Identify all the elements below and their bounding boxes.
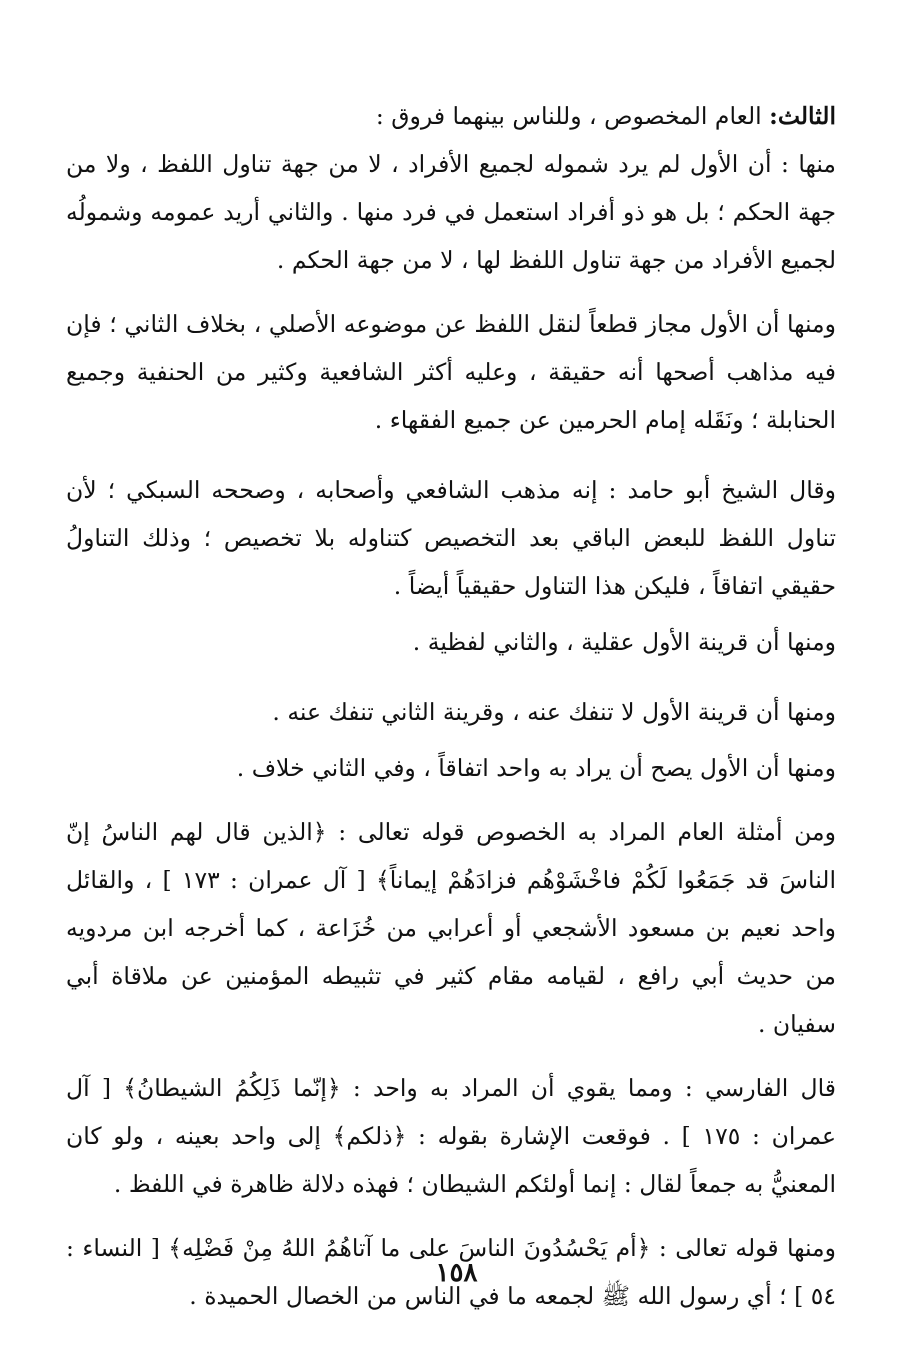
section-heading-lead: الثالث: [769, 102, 836, 130]
page-body [66, 92, 836, 1320]
page-number: ١٥٨ [435, 1258, 478, 1288]
paragraph-1: منها : أن الأول لم يرد شموله لجميع الأفراد ، لا من جهة تناول اللفظ ، ولا من جهة الحكم ؛ بل هو ذو أفراد استعمل في فرد منها . والثاني أريد عمومه وشمولُه لجميع الأفراد من جهة تناول اللفظ لها ، لا من جهة الحكم . [66, 150, 836, 274]
paragraph-6: ومنها أن الأول يصح أن يراد به واحد اتفاقاً ، وفي الثاني خلاف . [236, 754, 836, 782]
paragraph-9: ومنها قوله تعالى : ﴿أم يَحْسُدُونَ الناسَ على ما آتاهُمُ اللهُ مِنْ فَضْلِه﴾ [ النساء : ٥٤ ] ؛ أي رسول الله ﷺ لجمعه ما في الناس من الخصال الحميدة . [66, 1234, 836, 1310]
paragraph-2: ومنها أن الأول مجاز قطعاً لنقل اللفظ عن موضوعه الأصلي ، بخلاف الثاني ؛ فإن فيه مذاهب أصحها أنه حقيقة ، وعليه أكثر الشافعية وكثير من الحنفية وجميع الحنابلة ؛ ونَقَله إمام الحرمين عن جميع الفقهاء . [66, 310, 836, 434]
section-heading-text: العام المخصوص ، وللناس بينهما فروق : [375, 102, 770, 130]
paragraph-4: ومنها أن قرينة الأول عقلية ، والثاني لفظية . [412, 628, 836, 656]
paragraph-7: ومن أمثلة العام المراد به الخصوص قوله تعالى : ﴿الذين قال لهم الناسُ إنّ الناسَ قد جَمَعُوا لَكُمْ فاخْشَوْهُم فزادَهُمْ إيماناً﴾ [ آل عمران : ١٧٣ ] ، والقائل واحد نعيم بن مسعود الأشجعي أو أعرابي من خُزَاعة ، كما أخرجه ابن مردويه من حديث أبي رافع ، لقيامه مقام كثير في تثبيطه المؤمنين عن ملاقاة أبي سفيان . [66, 818, 836, 1038]
paragraph-8: قال الفارسي : ومما يقوي أن المراد به واحد : ﴿إنّما ذَلِكُمُ الشيطانُ﴾ [ آل عمران : ١٧٥ ] . فوقعت الإشارة بقوله : ﴿ذلكم﴾ إلى واحد بعينه ، ولو كان المعنيُّ به جمعاً لقال : إنما أولئكم الشيطان ؛ فهذه دلالة ظاهرة في اللفظ . [66, 1074, 836, 1198]
paragraph-3: وقال الشيخ أبو حامد : إنه مذهب الشافعي وأصحابه ، وصححه السبكي ؛ لأن تناول اللفظ للبعض الباقي بعد التخصيص كتناوله بلا تخصيص ؛ وذلك التناولُ حقيقي اتفاقاً ، فليكن هذا التناول حقيقياً أيضاً . [66, 476, 836, 600]
section-heading-paragraph [66, 92, 836, 140]
paragraph-5: ومنها أن قرينة الأول لا تنفك عنه ، وقرينة الثاني تنفك عنه . [272, 698, 836, 726]
